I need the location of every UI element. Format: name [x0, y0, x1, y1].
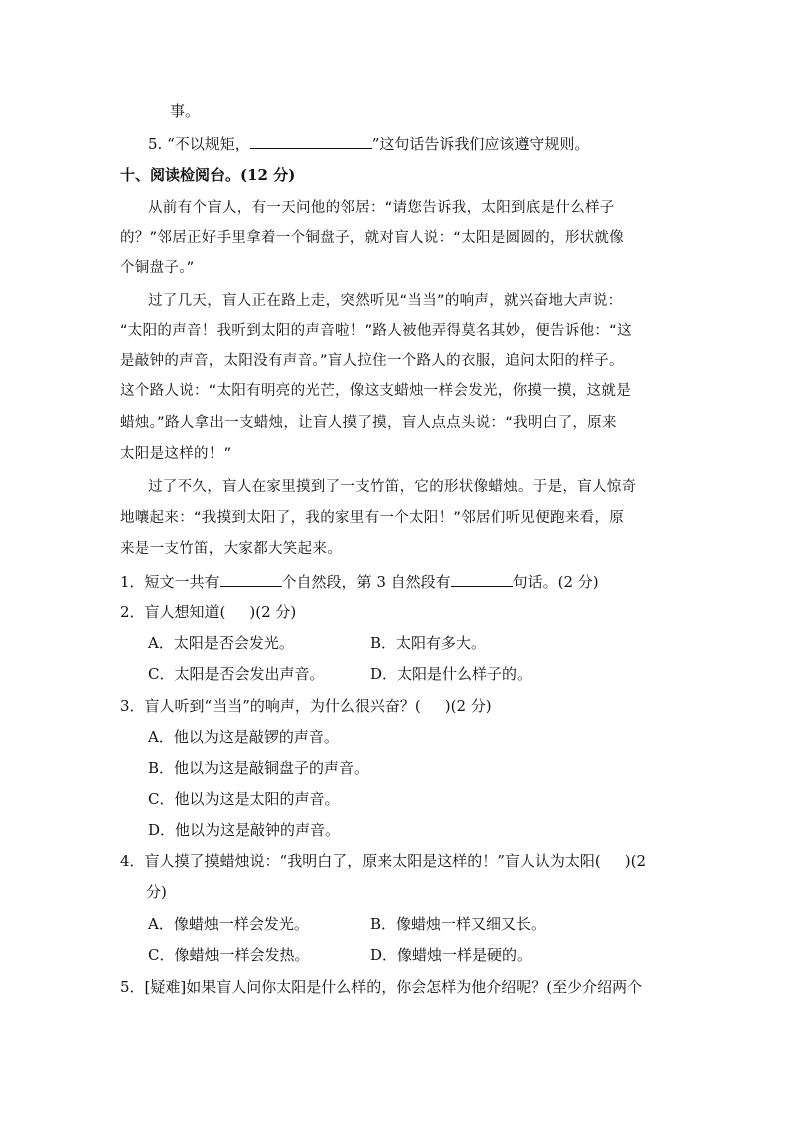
option[interactable]: C．太阳是否会发出声音。	[148, 665, 325, 683]
passage-line: 地嚷起来：“我摸到太阳了，我的家里有一个太阳！”邻居们听见便跑来看，原	[120, 510, 625, 526]
q4-stem-continued: 分)	[146, 883, 167, 901]
passage-line: 个铜盘子。”	[120, 260, 195, 276]
q3-stem-b: )(2 分)	[444, 697, 492, 715]
question-1	[120, 571, 599, 592]
q5-suffix: ”这句话告诉我们应该遵守规则。	[371, 135, 590, 153]
question-5-open: 5．[疑难]如果盲人问你太阳是什么样的，你会怎样为他介绍呢？(至少介绍两个	[120, 978, 643, 996]
option[interactable]: C．他以为这是太阳的声音。	[148, 790, 340, 808]
option[interactable]: A．像蜡烛一样会发光。	[148, 915, 309, 933]
passage-line: 蜡烛。”路人拿出一支蜡烛，让盲人摸了摸，盲人点点头说：“我明白了，原来	[120, 415, 617, 431]
option[interactable]: D．太阳是什么样子的。	[370, 665, 533, 683]
q2-stem-a: 2．盲人想知道(	[120, 603, 226, 621]
question-5-fill	[148, 133, 589, 154]
section-title: 十、阅读检阅台。(12 分)	[120, 166, 296, 184]
q4-stem-a: 4．盲人摸了摸蜡烛说：“我明白了，原来太阳是这样的！”盲人认为太阳(	[120, 852, 601, 870]
option[interactable]: B．太阳有多大。	[370, 634, 487, 652]
passage-line: 太阳是这样的！”	[120, 446, 232, 462]
passage-line: 来是一支竹笛，大家都大笑起来。	[120, 541, 342, 557]
q1-text-c: 句话。(2 分)	[512, 573, 599, 591]
passage-line: 过了几天，盲人正在路上走，突然听见“当当”的响声，就兴奋地大声说：	[148, 293, 623, 309]
option[interactable]: B．像蜡烛一样又细又长。	[370, 915, 547, 933]
answer-blank[interactable]	[451, 571, 513, 587]
q1-text-b: 个自然段，第 3 自然段有	[281, 573, 451, 591]
q4-stem-b: )(2	[624, 852, 646, 870]
option[interactable]: D．像蜡烛一样是硬的。	[370, 946, 533, 964]
question-4	[120, 851, 646, 871]
q3-stem-a: 3．盲人听到“当当”的响声，为什么很兴奋？(	[120, 697, 421, 715]
option[interactable]: B．他以为这是敲铜盘子的声音。	[148, 759, 370, 777]
question-2	[120, 602, 296, 622]
answer-blank[interactable]	[250, 133, 372, 149]
q1-text-a: 1．短文一共有	[120, 573, 220, 591]
passage-line: 是敲钟的声音，太阳没有声音。”盲人拉住一个路人的衣服，追问太阳的样子。	[120, 353, 624, 369]
passage-line: 从前有个盲人，有一天问他的邻居：“请您告诉我，太阳到底是什么样子	[148, 200, 615, 216]
question-3	[120, 696, 492, 716]
option[interactable]: D．他以为这是敲钟的声音。	[148, 821, 341, 839]
option[interactable]: C．像蜡烛一样会发热。	[148, 946, 310, 964]
continued-text: 事。	[170, 102, 201, 120]
q5-prefix: 5. “不以规矩，	[148, 135, 250, 153]
passage-line: 的？”邻居正好手里拿着一个铜盘子，就对盲人说：“太阳是圆圆的，形状就像	[120, 230, 625, 246]
passage-line: “太阳的声音！我听到太阳的声音啦！”路人被他弄得莫名其妙，便告诉他：“这	[120, 323, 632, 339]
passage-line: 过了不久，盲人在家里摸到了一支竹笛，它的形状像蜡烛。于是，盲人惊奇	[148, 479, 637, 495]
option[interactable]: A．他以为这是敲锣的声音。	[148, 728, 339, 746]
option[interactable]: A．太阳是否会发光。	[148, 634, 294, 652]
q2-stem-b: )(2 分)	[249, 603, 297, 621]
answer-blank[interactable]	[220, 571, 282, 587]
passage-line: 这个路人说：“太阳有明亮的光芒，像这支蜡烛一样会发光，你摸一摸，这就是	[120, 383, 632, 399]
